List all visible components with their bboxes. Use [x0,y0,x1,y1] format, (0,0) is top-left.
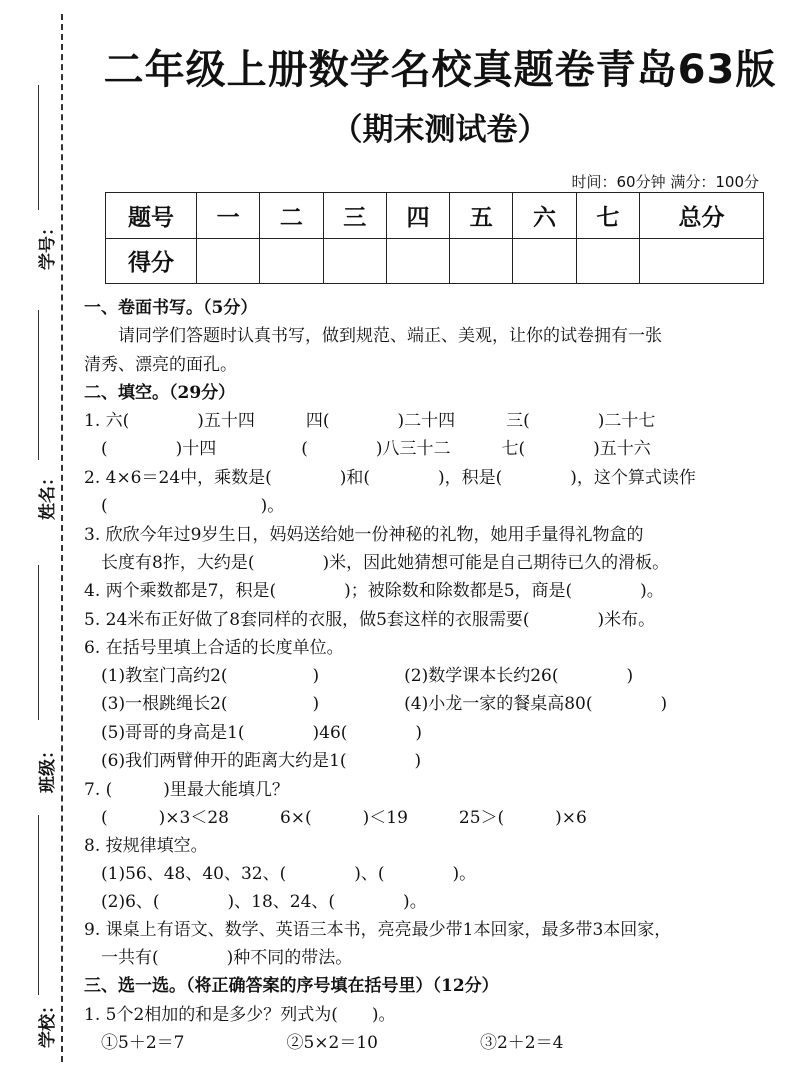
question-line: (5)哥哥的身高是1( )46( ) [84,723,423,743]
school-label: 学校： [38,997,58,1048]
score-table-header-row [106,193,764,239]
student-id-underline [38,85,39,210]
score-cell [386,238,449,284]
question-line: (6)我们两臂伸开的距离大约是1( ) [84,751,422,771]
question-line: ( )×3＜28 6×( )＜19 25＞( )×6 [84,808,587,828]
class-underline [38,565,39,720]
table-header-cell: 三 [323,193,386,239]
question-line: 5. 24米布正好做了8套同样的衣服，做5套这样的衣服需要( )米布。 [84,610,656,630]
choice-options-line: ①5＋2＝7 ②5×2＝10 ③2＋2＝4 [84,1033,564,1053]
table-header-cell: 总分 [639,193,763,239]
section-3-heading: 三、选一选。（将正确答案的序号填在括号里）（12分） [84,976,499,996]
question-line: 7. ( )里最大能填几？ [84,780,289,800]
question-line: 9. 课桌上有语文、数学、英语三本书，亮亮最少带1本回家，最多带3本回家， [84,920,672,940]
table-header-cell: 一 [197,193,260,239]
question-line: 6. 在括号里填上合适的长度单位。 [84,638,344,658]
name-underline [38,310,39,460]
class-label: 班级： [38,742,58,793]
question-line: (1)56、48、40、32、( )、( )。 [84,864,477,884]
question-line: 长度有8拃，大约是( )米，因此她猜想可能是自己期待已久的滑板。 [84,553,670,573]
student-id-label: 学号： [38,219,58,270]
score-cell [260,238,323,284]
question-line: 2. 4×6＝24中，乘数是( )和( )，积是( )，这个算式读作 [84,468,696,488]
section-2-heading: 二、填空。（29分） [84,383,236,403]
score-cell [513,238,576,284]
score-table-score-row [106,238,764,284]
score-cell [639,238,763,284]
question-line: (2)6、( )、18、24、( )。 [84,892,427,912]
score-cell [323,238,386,284]
score-cell [450,238,513,284]
question-line: 3. 欣欣今年过9岁生日，妈妈送给她一份神秘的礼物，她用手量得礼物盒的 [84,525,644,545]
table-header-cell: 四 [386,193,449,239]
table-header-cell: 题号 [106,193,197,239]
score-table [105,192,764,284]
question-line: (3)一根跳绳长2( ) (4)小龙一家的餐桌高80( ) [84,694,668,714]
question-line: (1)教室门高约2( ) (2)数学课本长约26( ) [84,666,634,686]
score-cell [576,238,639,284]
exam-subtitle: （期末测试卷） [331,112,549,148]
table-header-cell: 二 [260,193,323,239]
table-header-cell: 五 [450,193,513,239]
score-cell [197,238,260,284]
body-line: 清秀、漂亮的面孔。 [84,355,237,375]
exam-title: 二年级上册数学名校真题卷青岛63版 [103,47,777,93]
score-label-cell: 得分 [106,238,197,284]
name-label: 姓名： [38,469,58,520]
question-line: 一共有( )种不同的带法。 [84,948,353,968]
table-header-cell: 六 [513,193,576,239]
question-line: 1. 5个2相加的和是多少？列式为( )。 [84,1005,396,1025]
question-line: ( )。 [84,496,285,516]
question-line: 1. 六( )五十四 四( )二十四 三( )二十七 [84,411,656,431]
question-line: ( )十四 ( )八三十二 七( )五十六 [84,439,651,459]
body-line: 请同学们答题时认真书写，做到规范、端正、美观，让你的试卷拥有一张 [84,326,662,346]
section-1-heading: 一、卷面书写。（5分） [84,298,258,318]
school-underline [38,815,39,995]
binding-dashed-line [61,14,63,1062]
table-header-cell: 七 [576,193,639,239]
question-line: 4. 两个乘数都是7，积是( )；被除数和除数都是5，商是( )。 [84,581,664,601]
question-line: 8. 按规律填空。 [84,836,208,856]
time-score-info: 时间：60分钟 满分：100分 [571,173,759,191]
